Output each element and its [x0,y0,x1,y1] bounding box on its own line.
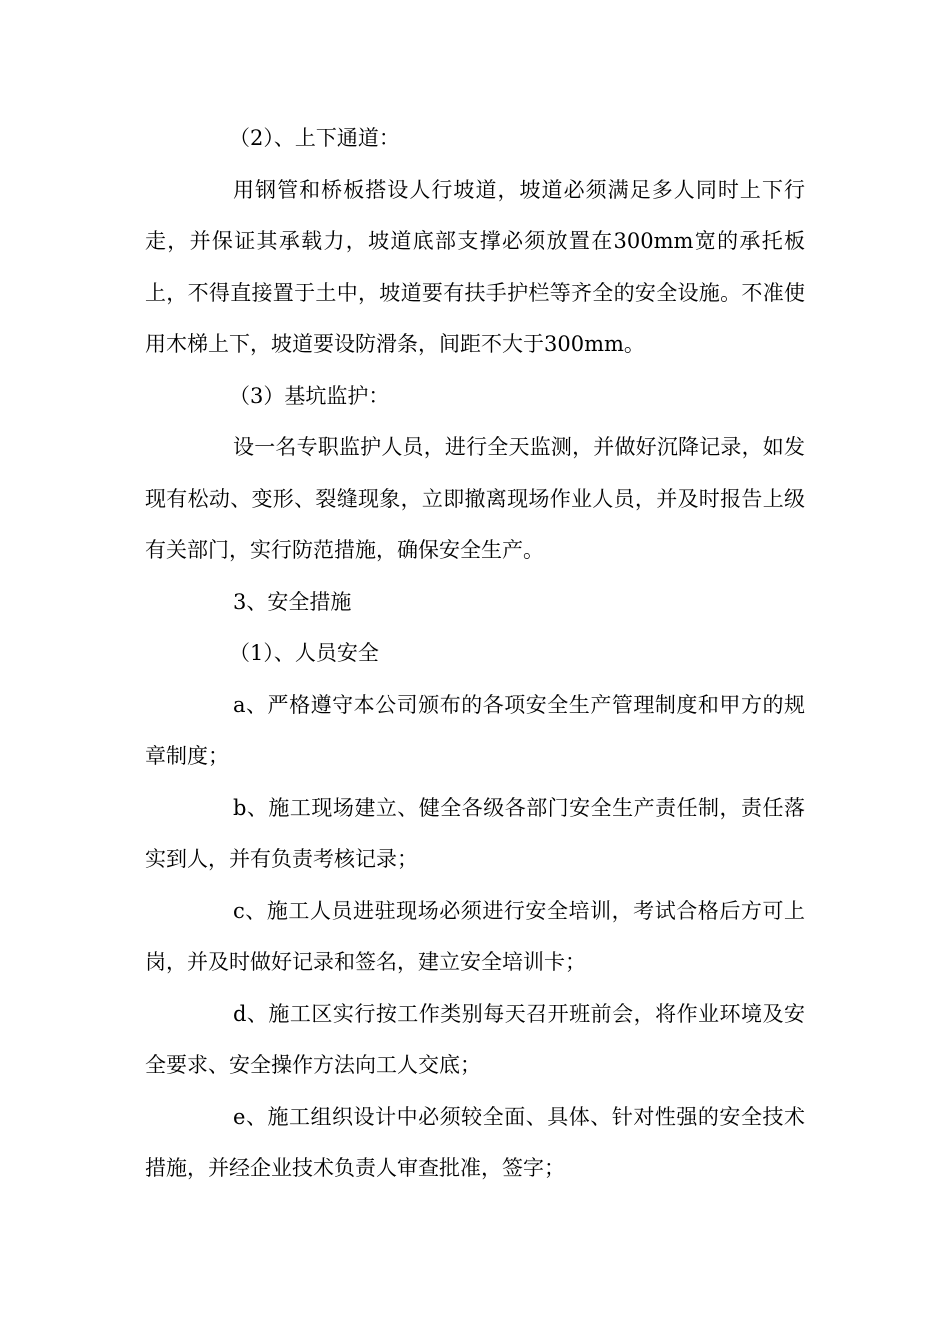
document-page [145,113,805,1195]
section-heading-pit-monitoring: （3）基坑监护： [229,383,390,408]
section-heading-personnel-safety: （1）、人员安全 [229,641,379,665]
list-item-d: d、施工区实行按工作类别每天召开班前会，将作业环境及安全要求、安全操作方法向工人交底； [145,1001,805,1077]
list-item-e: e、施工组织设计中必须较全面、具体、针对性强的安全技术措施，并经企业技术负责人审查批准，签字； [145,1104,805,1180]
list-item-a: a、严格遵守本公司颁布的各项安全生产管理制度和甲方的规章制度； [145,692,805,768]
section-heading-passage: （2）、上下通道： [229,126,400,150]
paragraph-passage-ramp: 用钢管和桥板搭设人行坡道，坡道必须满足多人同时上下行走，并保证其承载力，坡道底部支撑必须放置在300mm宽的承托板上，不得直接置于土中，坡道要有扶手护栏等齐全的安全设施。不准使用木梯上下，坡道要设防滑条，间距不大于300mm。 [145,177,806,356]
list-item-c: c、施工人员进驻现场必须进行安全培训，考试合格后方可上岗，并及时做好记录和签名，建立安全培训卡； [145,898,805,974]
list-item-b: b、施工现场建立、健全各级各部门安全生产责任制，责任落实到人，并有负责考核记录； [145,795,805,871]
section-heading-safety-measures: 3、安全措施 [233,589,352,614]
paragraph-pit-monitoring: 设一名专职监护人员，进行全天监测，并做好沉降记录，如发现有松动、变形、裂缝现象，立即撤离现场作业人员，并及时报告上级有关部门，实行防范措施，确保安全生产。 [145,435,805,562]
